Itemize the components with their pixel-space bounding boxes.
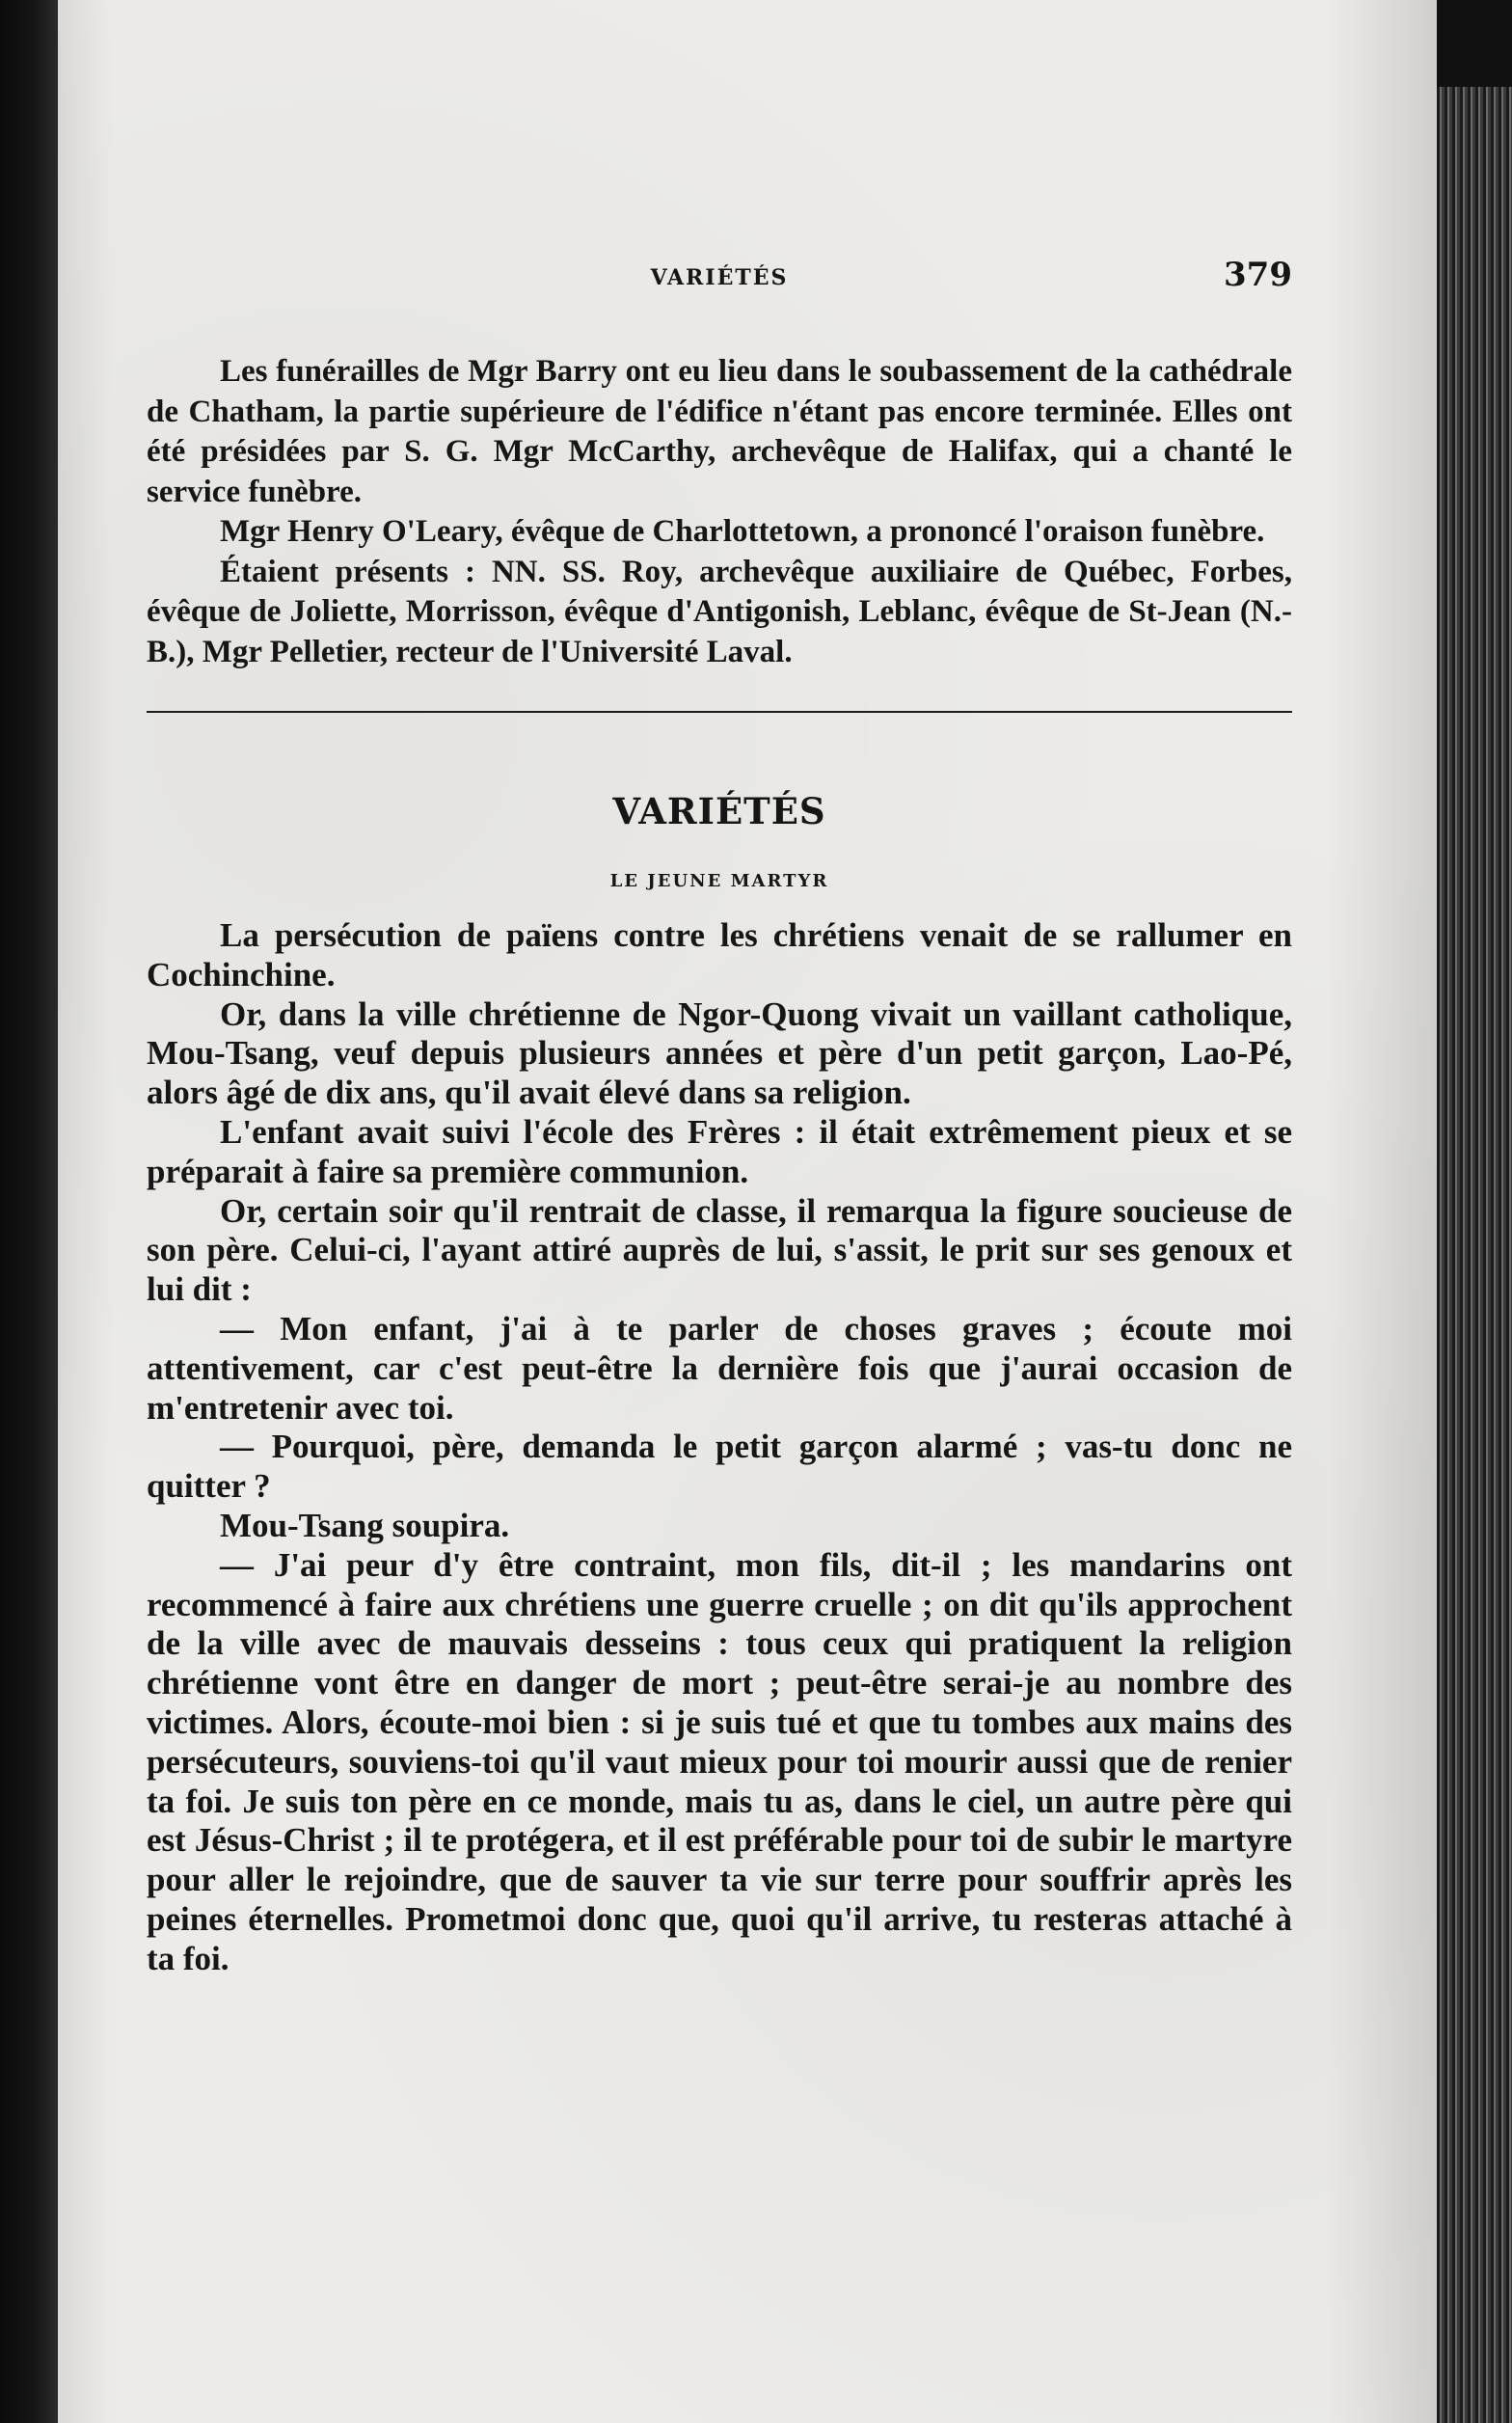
running-head-title: VARIÉTÉS <box>650 265 789 290</box>
section-title: VARIÉTÉS <box>612 790 826 832</box>
paragraph: — J'ai peur d'y être contraint, mon fils, dit-il ; les mandarins ont recommencé à faire aux chrétiens une guerre cruelle ; on dit qu'ils approchent de la ville avec de mauvais desseins : tous ceux qui pratiquent la religion chrétienne vont être en danger de mort ; peut-être serai-je au nombre des victimes. Alors, écoute-moi bien : si je suis tué et que tu tombes aux mains des persécuteurs, souviens-toi qu'il vaut mieux pour toi mourir aussi que de renier ta foi. Je suis ton père en ce monde, mais tu as, dans le ciel, un autre père qui est Jésus-Christ ; il te protégera, et il est préférable pour toi de subir le martyre pour aller le rejoindre, que de sauver ta vie sur terre pour souffrir après les peines éternelles. Prometmoi donc que, quoi qu'il arrive, tu resteras attaché à ta foi. <box>147 1545 1292 1977</box>
section-divider <box>147 711 1292 713</box>
running-head <box>147 246 1292 304</box>
paragraph: Mou-Tsang soupira. <box>220 1506 510 1544</box>
page-content <box>147 246 1292 1979</box>
page-stack-shadow <box>1437 0 1512 87</box>
paragraph: Étaient présents : NN. SS. Roy, archevêque auxiliaire de Québec, Forbes, évêque de Joliette, Morrisson, évêque d'Antigonish, Leblanc, évêque de St-Jean (N.-B.), Mgr Pelletier, recteur de l'Université Laval. <box>147 554 1292 669</box>
page-stack-edge <box>1437 87 1512 2423</box>
article-title: LE JEUNE MARTYR <box>609 871 829 891</box>
paragraph: Mgr Henry O'Leary, évêque de Charlottetown, a prononcé l'oraison funèbre. <box>220 514 1265 549</box>
page-number: 379 <box>1224 256 1292 294</box>
paragraph: Or, dans la ville chrétienne de Ngor-Quong vivait un vaillant catholique, Mou-Tsang, veuf depuis plusieurs années et père d'un petit garçon, Lao-Pé, alors âgé de dix ans, qu'il avait élevé dans sa religion. <box>147 994 1292 1112</box>
paragraph: La persécution de païens contre les chrétiens venait de se rallumer en Cochinchine. <box>147 916 1292 994</box>
paragraph: L'enfant avait suivi l'école des Frères : il était extrêmement pieux et se préparait à faire sa première communion. <box>147 1112 1292 1190</box>
paragraph: — Mon enfant, j'ai à te parler de choses graves ; écoute moi attentivement, car c'est peut-être la dernière fois que j'aurai occasion de m'entretenir avec toi. <box>147 1309 1292 1427</box>
funeral-report <box>147 352 1292 672</box>
paragraph: — Pourquoi, père, demanda le petit garçon alarmé ; vas-tu donc ne quitter ? <box>147 1428 1292 1506</box>
paragraph: Or, certain soir qu'il rentrait de classe, il remarqua la figure soucieuse de son père. Celui-ci, l'ayant attiré auprès de lui, s'assit, le prit sur ses genoux et lui dit : <box>147 1191 1292 1309</box>
scan-left-edge <box>0 0 58 2423</box>
paragraph: Les funérailles de Mgr Barry ont eu lieu dans le soubassement de la cathédrale de Chatham, la partie supérieure de l'édifice n'étant pas encore terminée. Elles ont été présidées par S. G. Mgr McCarthy, archevêque de Halifax, qui a chanté le service funèbre. <box>147 354 1292 509</box>
story-text <box>147 916 1292 1979</box>
